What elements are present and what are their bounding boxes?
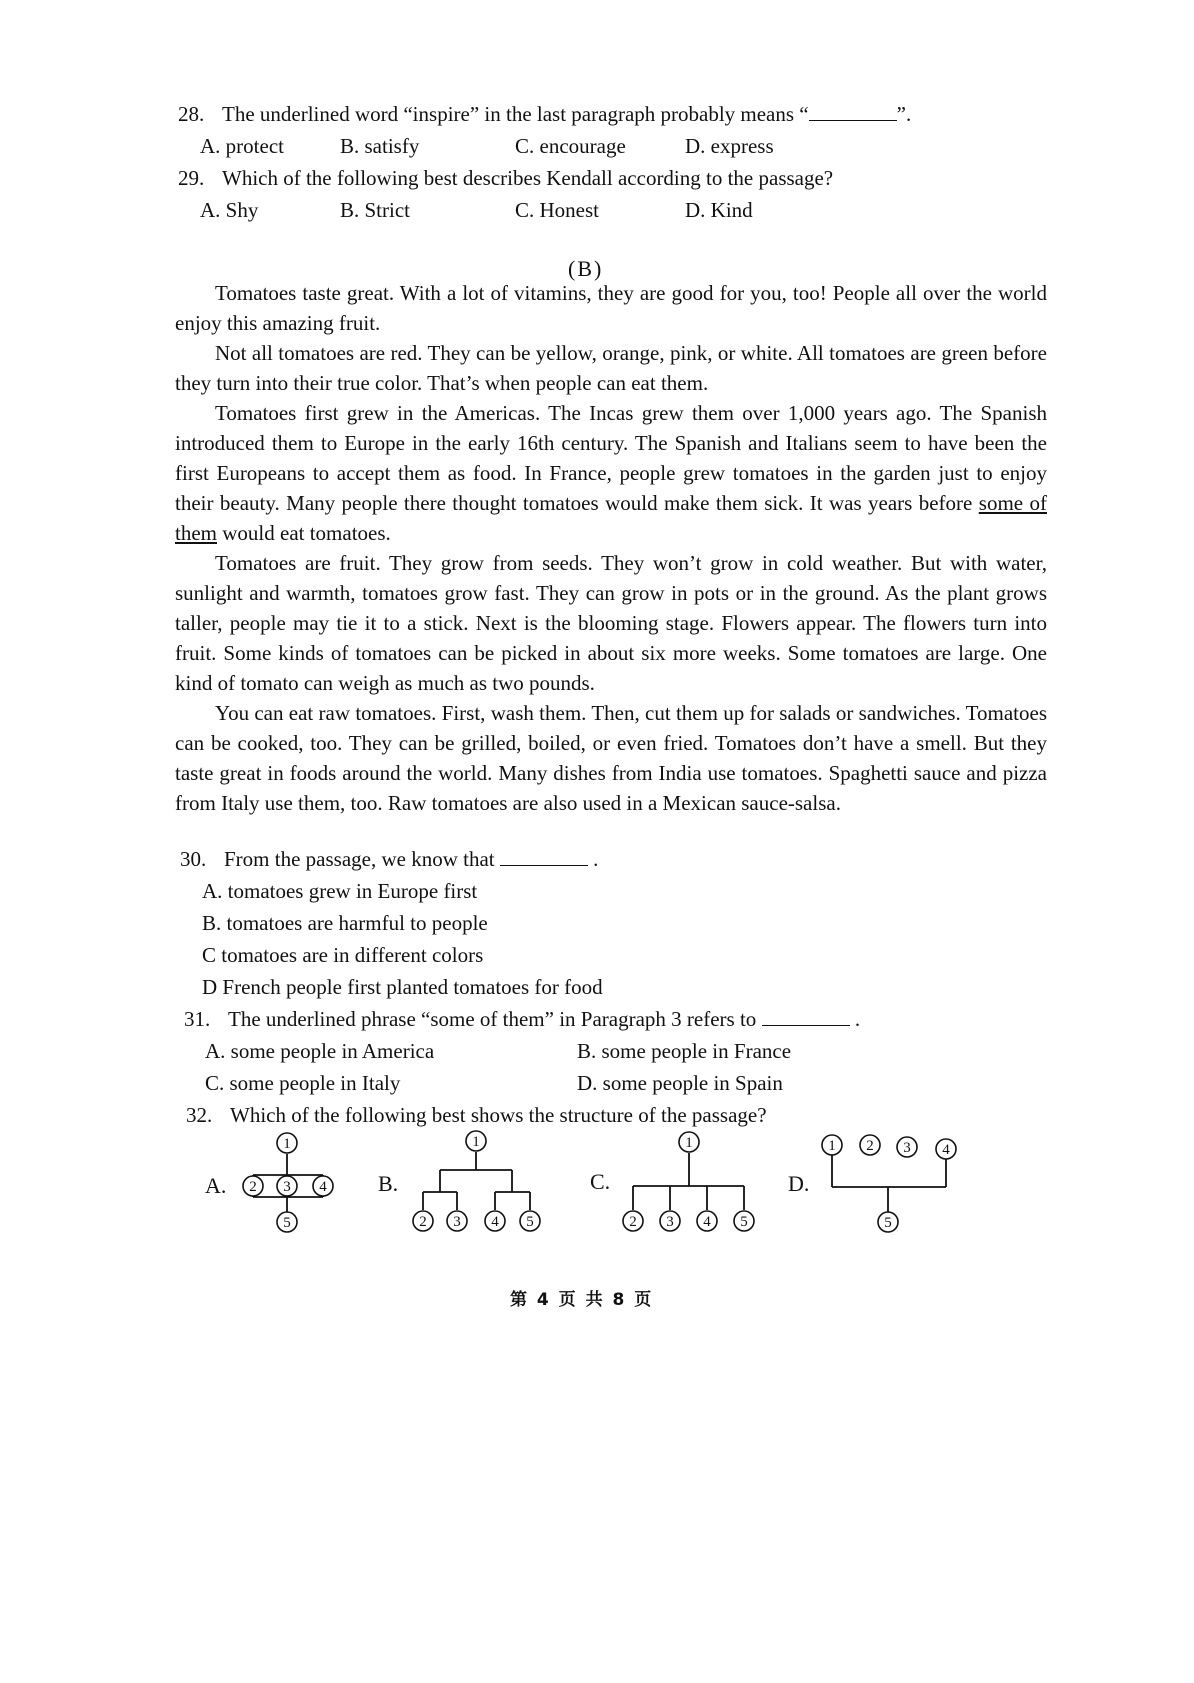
paragraph-4: Tomatoes are fruit. They grow from seeds. They won’t grow in cold weather. But with water, sunlight and warmth, tomatoes grow fast. They can grow in pots or in the ground. As the plant grows taller, people may tie it to a stick. Next is the blooming stage. Flowers appear. The flowers turn into fruit. Some kinds of tomatoes can be picked in about six more weeks. Some tomatoes are large. One kind of tomato can weigh as much as two pounds.: [175, 551, 1047, 695]
diagram-node-number: 4: [319, 1179, 327, 1195]
paragraph-1: Tomatoes taste great. With a lot of vitamins, they are good for you, too! People all over the world enjoy this amazing fruit.: [175, 281, 1047, 335]
diagram-node-number: 3: [453, 1214, 461, 1230]
diagram-node-number: 1: [828, 1138, 836, 1154]
q28-option-b: B. satisfy: [340, 134, 420, 158]
diagram-node-number: 1: [685, 1135, 693, 1151]
diagram-node-number: 5: [526, 1214, 534, 1230]
q29-option-a: A. Shy: [200, 198, 259, 222]
underlined-phrase: some of them: [175, 491, 1047, 545]
diagram-node-labels: [249, 1134, 950, 1231]
question-number: 32.: [186, 1103, 213, 1127]
q31-option-b: B. some people in France: [577, 1039, 792, 1063]
diagram-node-number: 4: [491, 1214, 499, 1230]
question-text: The underlined word “inspire” in the last paragraph probably means “: [222, 102, 809, 126]
diagram-node-number: 4: [703, 1214, 711, 1230]
question-text-end: ”.: [896, 102, 912, 126]
question-text: Which of the following best describes Kendall according to the passage?: [222, 166, 834, 190]
diagram-node-number: 1: [472, 1134, 480, 1150]
diagram-node-number: 1: [283, 1136, 291, 1152]
question-number: 30.: [180, 847, 207, 871]
q31-option-c: C. some people in Italy: [205, 1071, 401, 1095]
question-number: 29.: [178, 166, 205, 190]
diagram-c: [633, 1153, 744, 1210]
q30-option-c: C tomatoes are in different colors: [202, 943, 484, 967]
paragraph-3-text-end: would eat tomatoes.: [217, 521, 391, 545]
diagram-node-number: 3: [283, 1179, 291, 1195]
q32-option-c-label: C.: [590, 1169, 611, 1194]
question-text: The underlined phrase “some of them” in Paragraph 3 refers to: [228, 1007, 757, 1031]
q30-option-d: D French people first planted tomatoes for food: [202, 975, 603, 999]
diagram-node-number: 5: [283, 1215, 291, 1231]
q31-option-a: A. some people in America: [205, 1039, 435, 1063]
q28-option-a: A. protect: [200, 134, 284, 158]
q29-option-b: B. Strict: [340, 198, 411, 222]
q29-option-c: C. Honest: [515, 198, 599, 222]
question-number: 31.: [184, 1007, 211, 1031]
question-text: From the passage, we know that: [224, 847, 495, 871]
diagram-node-number: 2: [249, 1179, 257, 1195]
diagram-node-number: 4: [942, 1142, 950, 1158]
q31-option-d: D. some people in Spain: [577, 1071, 783, 1095]
diagram-node-number: 2: [866, 1138, 874, 1154]
diagram-node-number: 5: [884, 1215, 892, 1231]
section-b-title: (B): [568, 256, 604, 281]
diagram-node-number: 3: [666, 1214, 674, 1230]
q32-option-a-label: A.: [205, 1173, 227, 1198]
q30-option-b: B. tomatoes are harmful to people: [202, 911, 488, 935]
diagram-d: [832, 1154, 946, 1212]
q28-option-d: D. express: [685, 134, 774, 158]
diagram-b: [423, 1152, 530, 1210]
paragraph-3-text: Tomatoes first grew in the Americas. The Incas grew them over 1,000 years ago. The Spanish introduced them to Europe in the early 16th century. The Spanish and Italians seem to have been the first Europeans to accept them as food. In France, people grew tomatoes in the garden just to enjoy their beauty. Many people there thought tomatoes would make them sick. It was years before: [175, 401, 1047, 515]
diagram-node-number: 2: [629, 1214, 637, 1230]
question-text-end: .: [854, 1007, 861, 1031]
question-number: 28.: [178, 102, 205, 126]
question-text: Which of the following best shows the structure of the passage?: [230, 1103, 767, 1127]
paragraph-5: You can eat raw tomatoes. First, wash them. Then, cut them up for salads or sandwiches. Tomatoes can be cooked, too. They can be grilled, boiled, or even fried. Tomatoes don’t have a smell. But they taste great in foods around the world. Many dishes from India use tomatoes. Spaghetti sauce and pizza from Italy use them, too. Raw tomatoes are also used in a Mexican sauce-salsa.: [175, 701, 1047, 815]
q29-option-d: D. Kind: [685, 198, 753, 222]
q28-option-c: C. encourage: [515, 134, 626, 158]
diagram-nodes: [243, 1131, 956, 1232]
diagram-node-number: 2: [419, 1214, 427, 1230]
diagram-node-number: 5: [740, 1214, 748, 1230]
q32-option-d-label: D.: [788, 1171, 810, 1196]
page-footer: 第 4 页 共 8 页: [510, 1290, 654, 1310]
diagram-node-number: 3: [903, 1140, 911, 1156]
question-text-end: .: [593, 847, 599, 871]
paragraph-2: Not all tomatoes are red. They can be yellow, orange, pink, or white. All tomatoes are green before they turn into their true color. That’s when people can eat them.: [175, 341, 1047, 395]
q32-option-b-label: B.: [378, 1171, 399, 1196]
q30-option-a: A. tomatoes grew in Europe first: [202, 879, 478, 903]
